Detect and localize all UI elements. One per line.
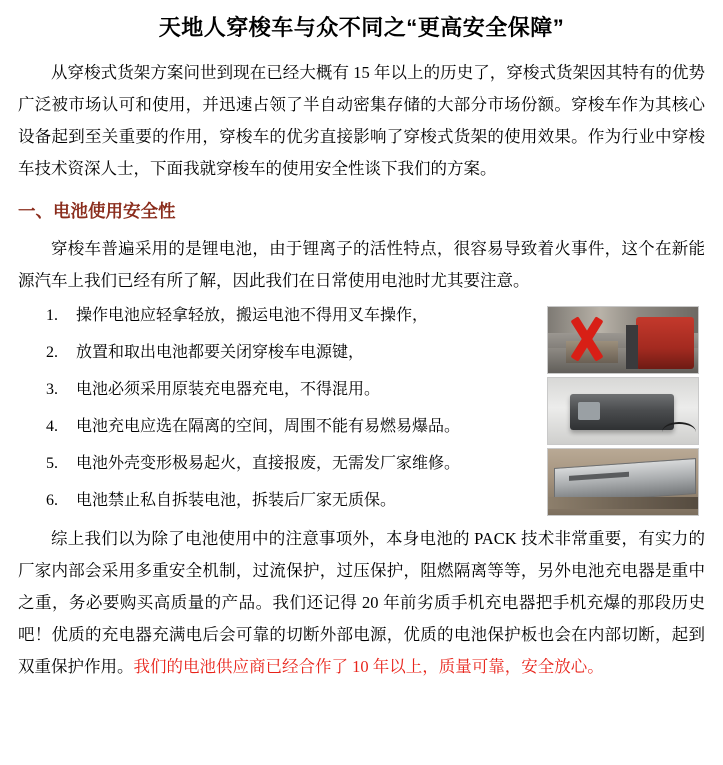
list-item-number: 1. (46, 306, 58, 324)
charger-box-shape (570, 394, 674, 430)
battery-charger-photo (547, 377, 699, 445)
safety-list-block (18, 304, 705, 519)
list-item-number: 3. (46, 380, 58, 398)
forklift-handling-photo (547, 306, 699, 374)
list-item (18, 452, 488, 476)
deformed-battery-case-photo (547, 448, 699, 516)
section-paragraph: 穿梭车普遍采用的是锂电池，由于锂离子的活性特点，很容易导致着火事件，这个在新能源汽车上我们已经有所了解，因此我们在日常使用电池时尤其要注意。 (18, 239, 705, 291)
list-item (18, 304, 488, 328)
photo-column (547, 306, 699, 519)
list-item (18, 378, 488, 402)
page-title: 天地人穿梭车与众不同之“更高安全保障” (158, 15, 565, 40)
safety-list (18, 304, 488, 513)
list-item-label: 操作电池应轻拿轻放，搬运电池不得用叉车操作， (76, 306, 429, 324)
list-item-number: 4. (46, 417, 58, 435)
closing-paragraph-text: 综上我们以为除了电池使用中的注意事项外，本身电池的 PACK 技术非常重要，有实力的厂家内部会采用多重安全机制，过流保护，过压保护，阻燃隔离等等，另外电池充电器是重中之重，务必要购买高质量的产品。我们还记得 20 年前劣质手机充电器把手机充爆的那段历史吧！优质的充电器充满电后会可靠的切断外部电源，优质的电池保护板也会在内部切断，起到双重保护作用。 (18, 528, 705, 677)
red-x-overlay-icon (560, 315, 614, 363)
intro-paragraph: 从穿梭式货架方案问世到现在已经大概有 15 年以上的历史了，穿梭式货架因其特有的优势广泛被市场认可和使用，并迅速占领了半自动密集存储的大部分市场份额。穿梭车作为其核心设备起到至关重要的作用，穿梭车的优劣直接影响了穿梭式货架的使用效果。作为行业中穿梭车技术资深人士，下面我就穿梭车的使用安全性谈下我们的方案。 (18, 62, 705, 179)
forklift-shape (636, 317, 694, 369)
list-item-label: 放置和取出电池都要关闭穿梭车电源键， (76, 343, 365, 361)
list-item (18, 341, 488, 365)
list-item-number: 2. (46, 343, 58, 361)
list-item-label: 电池禁止私自拆装电池，拆装后厂家无质保。 (76, 491, 397, 509)
list-item (18, 489, 488, 513)
list-item-number: 5. (46, 454, 58, 472)
list-item-label: 电池必须采用原装充电器充电，不得混用。 (76, 380, 381, 398)
closing-paragraph (18, 523, 705, 684)
list-item (18, 415, 488, 439)
section-heading-battery-safety: 一、电池使用安全性 (18, 201, 176, 222)
list-item-number: 6. (46, 491, 58, 509)
list-item-label: 电池外壳变形极易起火，直接报废，无需发厂家维修。 (76, 454, 461, 472)
ground-strip-shape (548, 497, 698, 509)
list-item-label: 电池充电应选在隔离的空间，周围不能有易燃易爆品。 (76, 417, 461, 435)
closing-paragraph-highlight: 我们的电池供应商已经合作了 10 年以上，质量可靠，安全放心。 (133, 657, 604, 677)
